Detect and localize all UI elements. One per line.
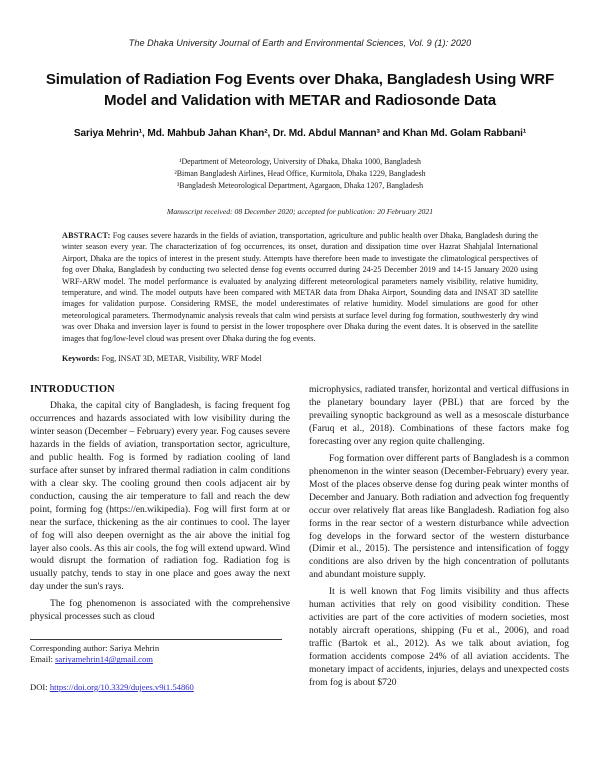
footnote-block <box>30 639 290 694</box>
affiliation-line-1: ¹Department of Meteorology, University of Dhaka, Dhaka 1000, Bangladesh <box>179 156 421 166</box>
footnote-divider <box>30 639 282 640</box>
keywords-label: Keywords: <box>62 354 100 364</box>
email-line <box>30 654 290 666</box>
keywords-block <box>62 353 538 364</box>
intro-paragraph-4: Fog formation over different parts of Bangladesh is a common phenomenon in the winter season (December-February) every year. Most of the places observe dense fog during peak winter months of December and January. Both radiation and advection fog frequently occur over relatively flat areas like Bangladesh. Radiation fog also forms in the rear sector of a western disturbance while advection fog develops in the forward sector of the western disturbance (Dimir et al., 2015). The persistence and intensification of foggy conditions are also driven by the high concentration of pollutants and abundant moisture supply. <box>309 452 569 581</box>
email-label: Email: <box>30 654 56 665</box>
intro-paragraph-3: microphysics, radiated transfer, horizontal and vertical diffusions in the planetary boundary layer (PBL) that are forced by the prevailing synoptic background as well as a mesoscale disturbance (Faruq et al., 2018). Combinations of these factors make fog forecasting over any region quite challenging. <box>309 384 569 448</box>
affiliation-line-3: ³Bangladesh Meteorological Department, Agargaon, Dhaka 1207, Bangladesh <box>176 180 424 190</box>
intro-paragraph-2: The fog phenomenon is associated with the comprehensive physical processes such as cloud <box>30 598 290 623</box>
keywords-text: Fog, INSAT 3D, METAR, Visibility, WRF Model <box>99 354 262 364</box>
body-columns <box>30 384 570 693</box>
doi-line <box>30 682 290 694</box>
right-column <box>309 384 569 693</box>
section-heading-introduction: INTRODUCTION <box>30 384 115 396</box>
intro-paragraph-5: It is well known that Fog limits visibility and thus affects human activities that rely on good visibility condition. These activities are part of the core activities of modern societies, most notably aircraft operations, shipping (Fu et al., 2006), and road traffic (Bartok et al., 2012). As we talk about aviation, fog formation accidents compose 24% of all aviation accidents. The monetary impact of accidents, injuries, delays and unexpected costs from fog is about $720 <box>309 586 569 688</box>
left-column <box>30 384 290 693</box>
manuscript-dates: Manuscript received: 08 December 2020; accepted for publication: 20 February 2021 <box>166 206 434 216</box>
abstract-block <box>62 230 538 344</box>
affiliation-line-2: ²Biman Bangladesh Airlines, Head Office, Kurmitola, Dhaka 1229, Bangladesh <box>174 168 426 178</box>
doi-label: DOI: <box>30 681 50 692</box>
intro-paragraph-1: Dhaka, the capital city of Bangladesh, is facing frequent fog occurrences and hazards associated with low visibility during the winter season (December – February) every year. Fog causes severe hazards in the fields of aviation, transportation sector, agriculture, and public health. Fog is formed by radiation cooling of land surface after sunset by infrared thermal radiation in calm conditions with a clear sky. The cooling ground then cools adjacent air by conduction, causing the air temperature to fall and reach the dew point, forming fog (https://en.wikipedia). Fog will first form at or near the surface, thickening as the air continues to cool. The layer of fog will also deepen overnight as the air above the initial fog layer also cools. As this air cools, the fog will extend upward. Wind would disrupt the formation of radiation fog. Radiation fog is usually patchy, tends to stay in one place and goes away the next day under the sun's rays. <box>30 400 290 593</box>
abstract-text: Fog causes severe hazards in the fields of aviation, transportation, agriculture and public health over Dhaka, Bangladesh during the winter season every year. The characterization of fog occurrences, its onset, duration and dissipation time over Hazrat Shahjalal International Airport, Dhaka are the topics of interest in the present study. Attempts have therefore been made to investigate the climatological perspectives of fog over Dhaka, Bangladesh by conducting two selected dense fog events occurred during 24-25 December 2019 and 14-15 January 2020 using WRF-ARW model. The model performance is evaluated by analyzing different meteorological parameters namely visibility, relative humidity, temperature, and wind. The model outputs have been compared with METAR data from Dhaka Airport, Sounding data and INSAT 3D satellite images for validation purpose. Considering RMSE, the model underestimates of relative humidity. Model simulations are good for other meteorological parameters. Thermodynamic analysis reveals that calm wind persists at surface level during fog formation, southwesterly dry wind was over Dhaka and inversion layer is found to persist in the lower troposphere over Dhaka during the event dates. It is observed in the satellite images that fog/low-level cloud was present over Dhaka during the fog events. <box>62 230 538 343</box>
corresponding-author: Corresponding author: Sariya Mehrin <box>30 642 160 653</box>
journal-header: The Dhaka University Journal of Earth and Environmental Sciences, Vol. 9 (1): 2020 <box>128 38 472 48</box>
doi-link[interactable]: https://doi.org/10.3329/dujees.v9i1.54860 <box>49 681 194 692</box>
abstract-label: ABSTRACT: <box>62 230 111 240</box>
author-list: Sariya Mehrin¹, Md. Mahbub Jahan Khan², Dr. Md. Abdul Mannan³ and Khan Md. Golam Rabbani¹ <box>73 127 527 139</box>
email-link[interactable]: sariyamehrin14@gmail.com <box>55 654 153 665</box>
page-title: Simulation of Radiation Fog Events over Dhaka, Bangladesh Using WRF Model and Validation with METAR and Radiosonde Data <box>45 71 555 110</box>
affiliation-block <box>30 156 570 192</box>
